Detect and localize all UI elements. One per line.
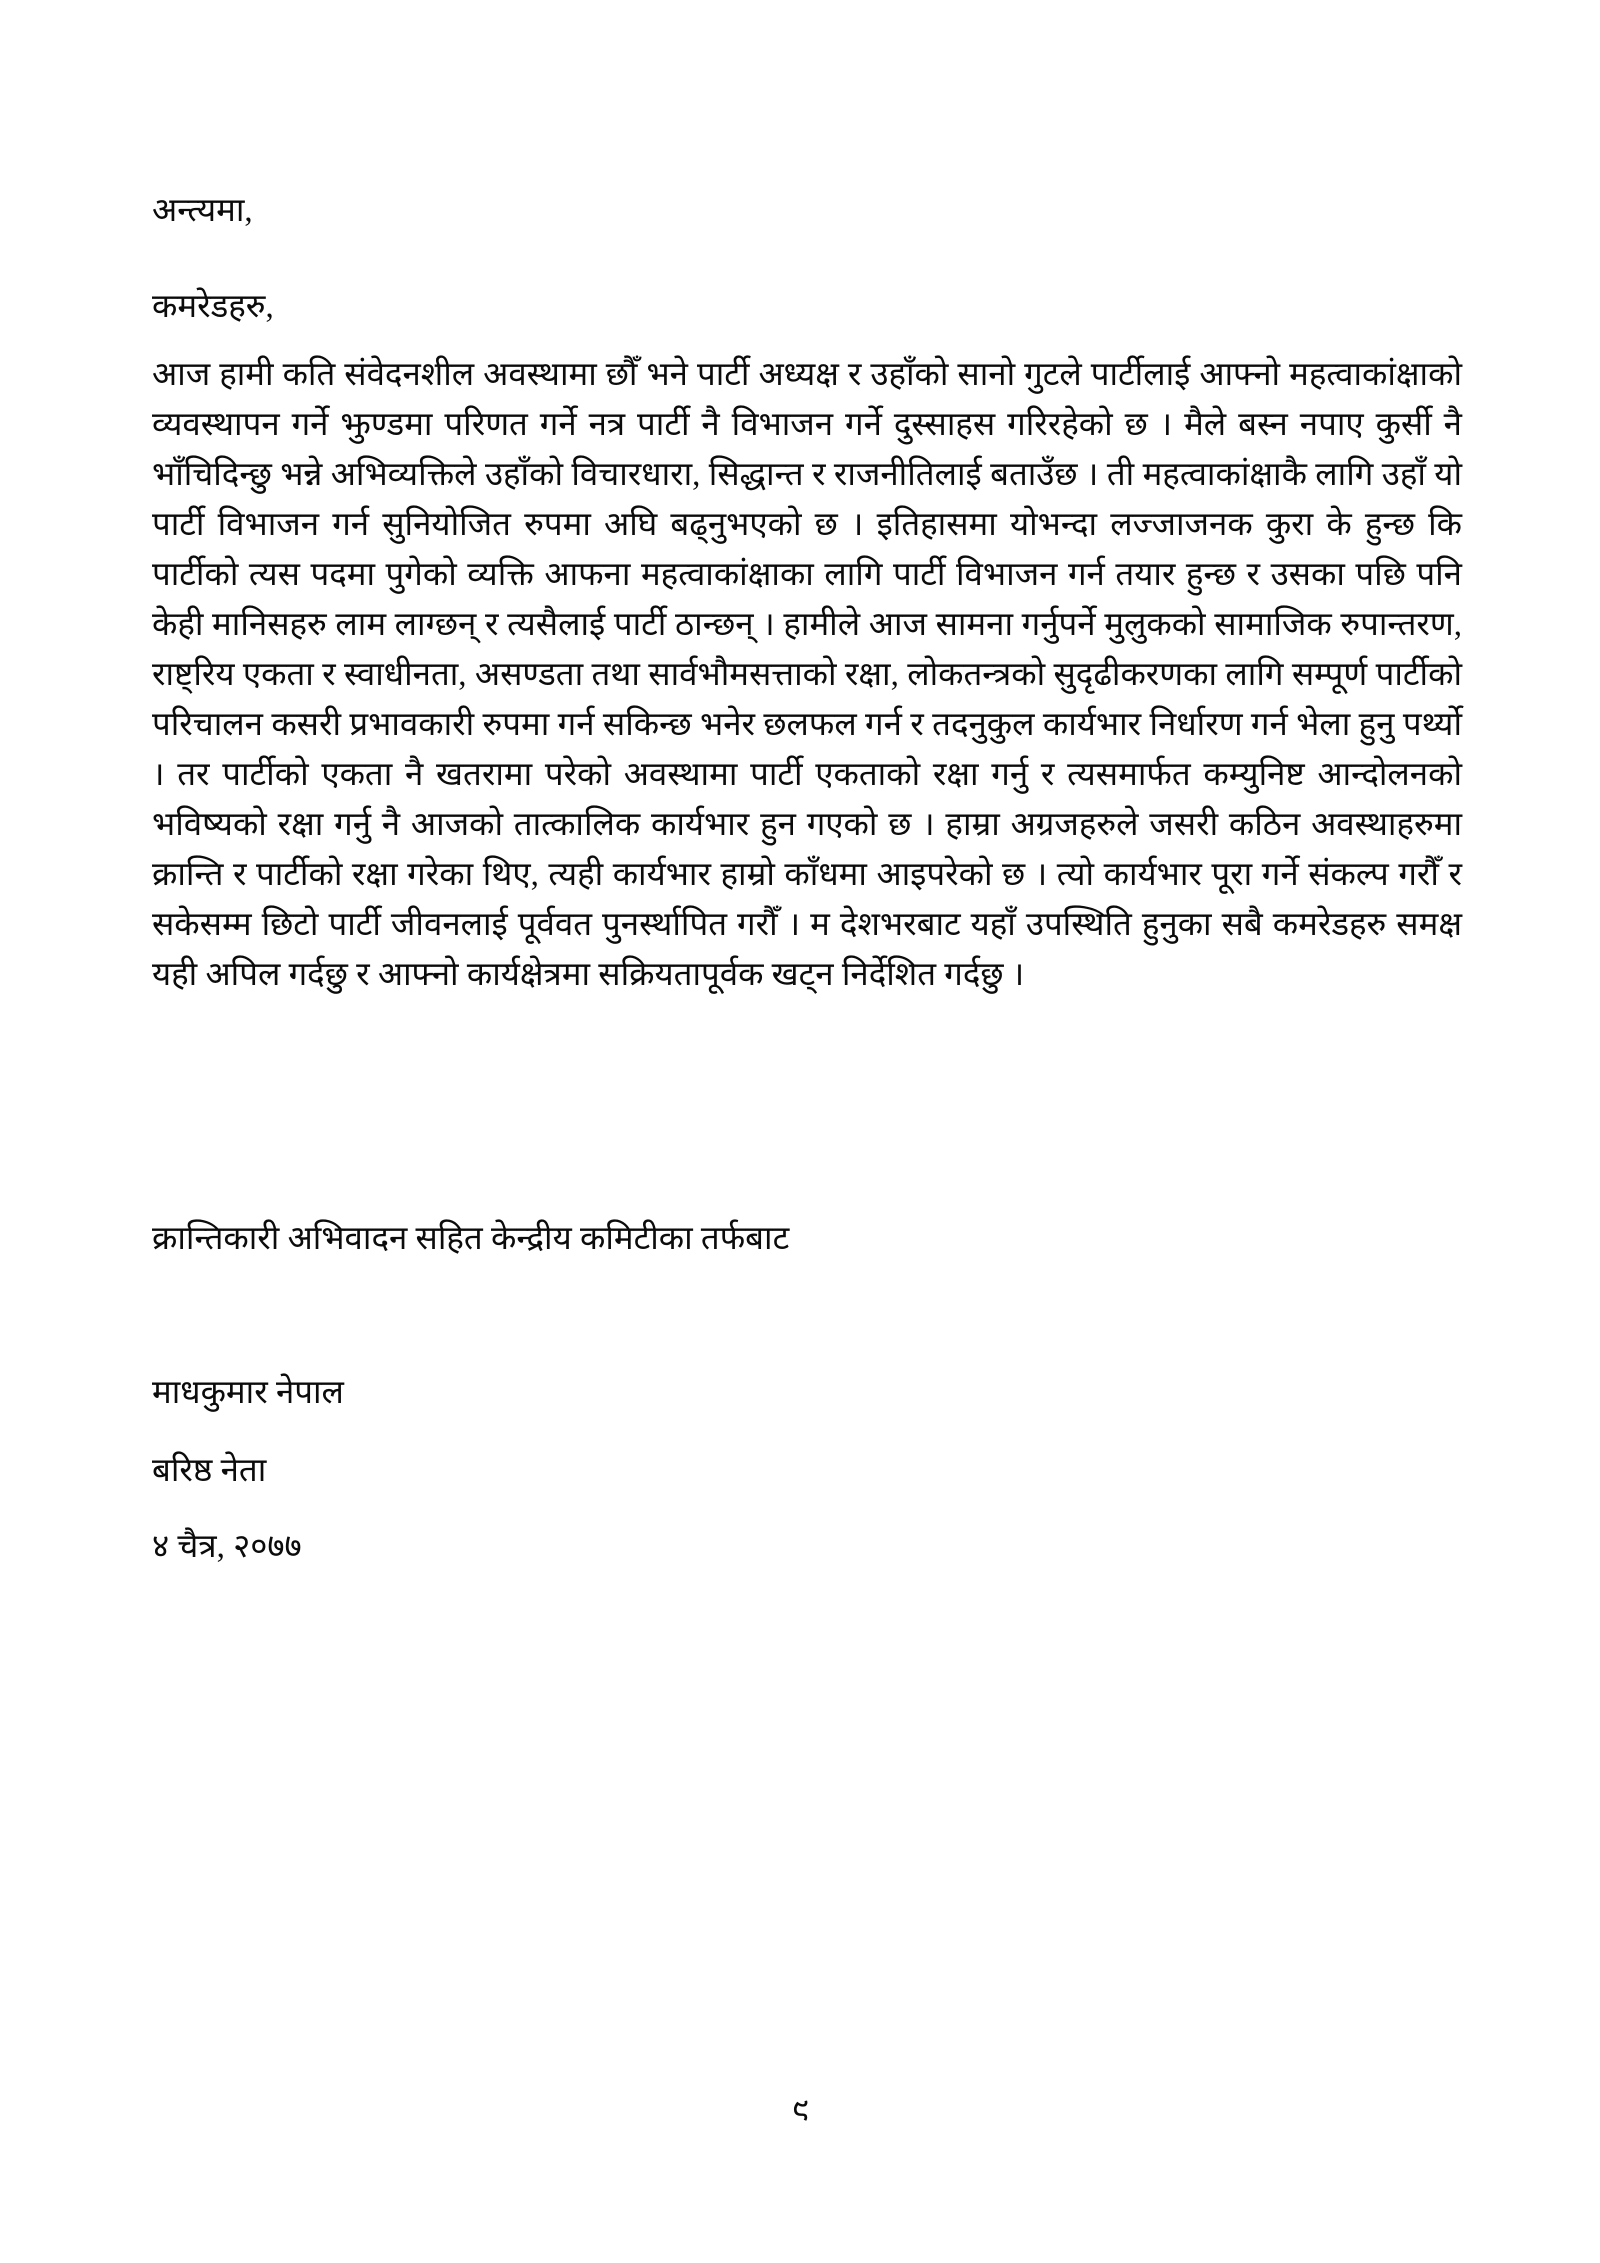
signatory-name: माधकुमार नेपाल <box>152 1375 344 1411</box>
closing-line: क्रान्तिकारी अभिवादन सहित केन्द्रीय कमिटीका तर्फबाट <box>152 1221 790 1257</box>
page-number: ९ <box>791 2093 809 2129</box>
addressee-line: कमरेडहरु, <box>152 289 274 325</box>
salutation-line: अन्त्यमा, <box>152 193 253 229</box>
signatory-title: बरिष्ठ नेता <box>152 1453 267 1489</box>
body-paragraph: आज हामी कति संवेदनशील अवस्थामा छौँ भने पार्टी अध्यक्ष र उहाँको सानो गुटले पार्टीलाई आफ्नो महत्वाकांक्षाको व्यवस्थापन गर्ने झुण्डमा परिणत गर्ने नत्र पार्टी नै विभाजन गर्ने दुस्साहस गरिरहेको छ । मैले बस्न नपाए कुर्सी नै भाँचिदिन्छु भन्ने अभिव्यक्तिले उहाँको विचारधारा, सिद्धान्त र राजनीतिलाई बताउँछ । ती महत्वाकांक्षाकै लागि उहाँ यो पार्टी विभाजन गर्न सुनियोजित रुपमा अघि बढ्नुभएको छ । इतिहासमा योभन्दा लज्जाजनक कुरा के हुन्छ कि पार्टीको त्यस पदमा पुगेको व्यक्ति आफना महत्वाकांक्षाका लागि पार्टी विभाजन गर्न तयार हुन्छ र उसका पछि पनि केही मानिसहरु लाम लाग्छन् र त्यसैलाई पार्टी ठान्छन् । हामीले आज सामना गर्नुपर्ने मुलुकको सामाजिक रुपान्तरण, राष्ट्रिय एकता र स्वाधीनता, असण्डता तथा सार्वभौमसत्ताको रक्षा, लोकतन्त्रको सुदृढीकरणका लागि सम्पूर्ण पार्टीको परिचालन कसरी प्रभावकारी रुपमा गर्न सकिन्छ भनेर छलफल गर्न र तदनुकुल कार्यभार निर्धारण गर्न भेला हुनु पर्थ्यो । तर पार्टीको एकता नै खतरामा परेको अवस्थामा पार्टी एकताको रक्षा गर्नु र त्यसमार्फत कम्युनिष्ट आन्दोलनको भविष्यको रक्षा गर्नु नै आजको तात्कालिक कार्यभार हुन गएको छ । हाम्रा अग्रजहरुले जसरी कठिन अवस्थाहरुमा क्रान्ति र पार्टीको रक्षा गरेका थिए, त्यही कार्यभार हाम्रो काँधमा आइपरेको छ । त्यो कार्यभार पूरा गर्ने संकल्प गरौँ र सकेसम्म छिटो पार्टी जीवनलाई पूर्ववत पुनर्स्थापित गरौँ । म देशभरबाट यहाँ उपस्थिति हुनुका सबै कमरेडहरु समक्ष यही अपिल गर्दछु र आफ्नो कार्यक्षेत्रमा सक्रियतापूर्वक खट्न निर्देशित गर्दछु । <box>152 357 1462 993</box>
letter-date: ४ चैत्र, २०७७ <box>152 1529 302 1565</box>
